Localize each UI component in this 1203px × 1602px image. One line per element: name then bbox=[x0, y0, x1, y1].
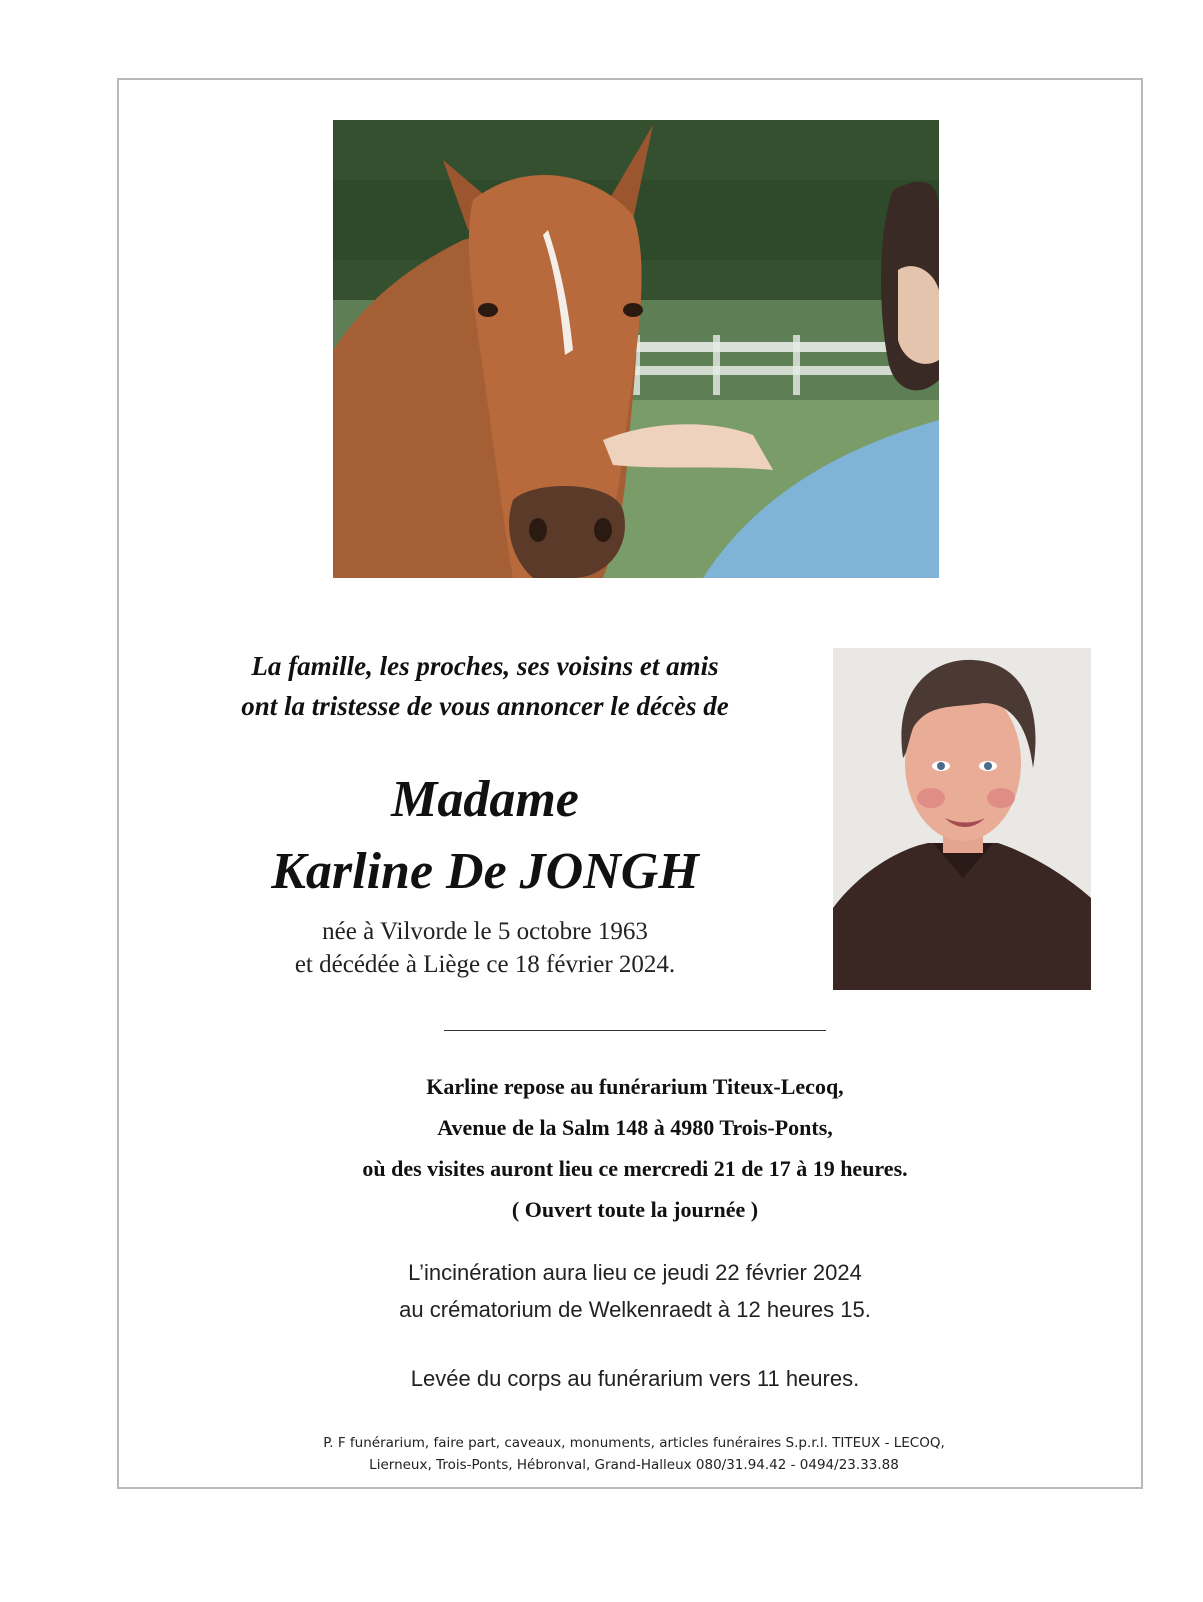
announcement-intro bbox=[180, 646, 790, 726]
portrait-photo bbox=[833, 648, 1091, 990]
footer-line-2: Lierneux, Trois-Ponts, Hébronval, Grand-Halleux 080/31.94.42 - 0494/23.33.88 bbox=[369, 1457, 899, 1473]
cremation-line-1: L’incinération aura lieu ce jeudi 22 février 2024 bbox=[408, 1260, 862, 1285]
repose-line-3: où des visites auront lieu ce mercredi 21 de 17 à 19 heures. bbox=[362, 1156, 908, 1181]
repose-line-1: Karline repose au funérarium Titeux-Lecoq, bbox=[426, 1074, 844, 1099]
death-line: et décédée à Liège ce 18 février 2024. bbox=[294, 951, 676, 978]
intro-line-2: ont la tristesse de vous annoncer le décès de bbox=[241, 691, 729, 721]
horse-photo bbox=[333, 120, 939, 578]
deceased-heading bbox=[180, 764, 790, 908]
funeral-home-footer bbox=[200, 1432, 1068, 1476]
deceased-name: Karline De JONGH bbox=[271, 843, 699, 900]
intro-line-1: La famille, les proches, ses voisins et amis bbox=[251, 651, 719, 681]
birth-death-info bbox=[200, 915, 770, 981]
divider-line bbox=[444, 1030, 826, 1031]
cremation-info bbox=[300, 1254, 970, 1328]
repose-info bbox=[300, 1066, 970, 1230]
repose-line-2: Avenue de la Salm 148 à 4980 Trois-Ponts, bbox=[437, 1115, 833, 1140]
birth-line: née à Vilvorde le 5 octobre 1963 bbox=[322, 918, 648, 945]
cremation-line-2: au crématorium de Welkenraedt à 12 heures 15. bbox=[399, 1297, 871, 1322]
levee-info: Levée du corps au funérarium vers 11 heures. bbox=[410, 1366, 860, 1391]
repose-line-4: ( Ouvert toute la journée ) bbox=[511, 1197, 759, 1222]
deceased-title: Madame bbox=[391, 771, 579, 828]
footer-line-1: P. F funérarium, faire part, caveaux, monuments, articles funéraires S.p.r.l. TITEUX - LECOQ, bbox=[323, 1435, 945, 1451]
